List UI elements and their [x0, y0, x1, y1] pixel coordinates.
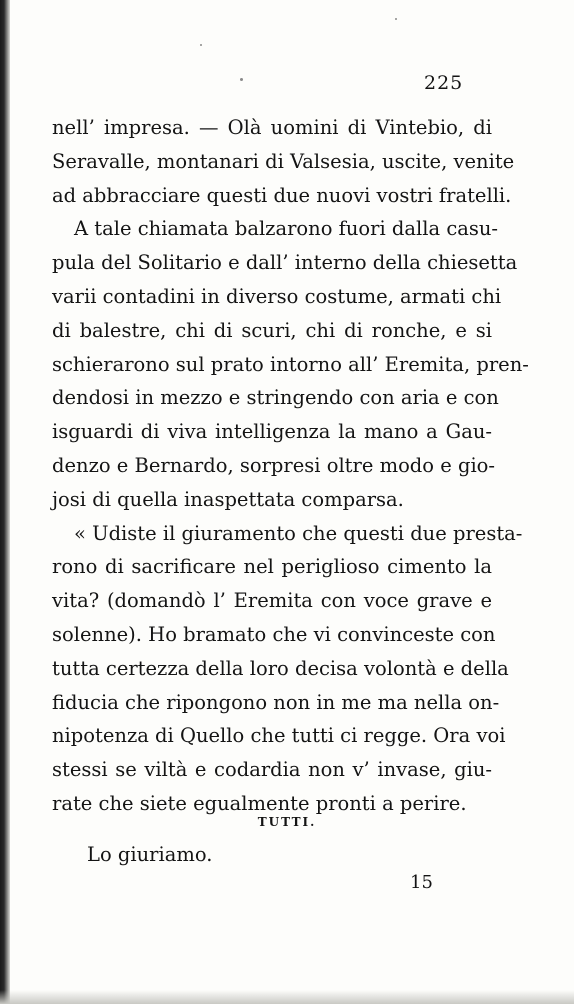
text-line: nipotenza di Quello che tutti ci regge. Ora voi — [52, 724, 506, 748]
print-speck — [395, 18, 397, 20]
speaker-reply: Lo giuriamo. — [87, 843, 213, 866]
text-line: rono di sacrificare nel periglioso cimento la — [52, 555, 492, 579]
text-line: nell’ impresa. — Olà uomini di Vintebio, di — [52, 116, 492, 139]
text-line: vita? (domandò l’ Eremita con voce grave e — [52, 589, 492, 613]
page-bottom-shadow — [0, 990, 574, 1004]
text-line: pula del Solitario e dall’ interno della chiesetta — [52, 251, 518, 275]
text-line: isguardi di viva intelligenza la mano a Gau- — [52, 420, 492, 444]
text-line: denzo e Bernardo, sorpresi oltre modo e gio- — [52, 453, 496, 477]
text-line: josi di quella inaspettata comparsa. — [52, 487, 404, 511]
paragraph-start-line: A tale chiamata balzarono fuori dalla casu- — [74, 217, 499, 241]
signature-mark: 15 — [410, 872, 433, 893]
text-line: solenne). Ho bramato che vi convinceste con — [52, 622, 496, 646]
print-speck — [200, 44, 202, 46]
text-line: ad abbracciare questi due nuovi vostri fratelli. — [52, 183, 512, 207]
print-speck — [240, 78, 243, 81]
text-line: rate che siete egualmente pronti a perire. — [52, 791, 467, 815]
paragraph-start-line: « Udiste il giuramento che questi due presta- — [74, 521, 523, 545]
speaker-heading: TUTTI. — [257, 815, 317, 829]
text-line: stessi se viltà e codardia non v’ invase, giu- — [52, 758, 492, 782]
text-line: di balestre, chi di scuri, chi di ronche, e si — [52, 318, 492, 342]
text-line: fiducia che ripongono non in me ma nella on- — [52, 690, 500, 714]
body-text — [52, 111, 529, 821]
text-line: varii contadini in diverso costume, armati chi — [52, 284, 502, 308]
text-line: dendosi in mezzo e stringendo con aria e con — [52, 386, 499, 410]
text-line: Seravalle, montanari di Valsesia, uscite, venite — [52, 149, 515, 173]
text-line: tutta certezza della loro decisa volontà e della — [52, 656, 509, 680]
binding-edge — [0, 0, 10, 1004]
text-line: schierarono sul prato intorno all’ Eremita, pren- — [52, 352, 529, 376]
page-number: 225 — [424, 72, 464, 94]
